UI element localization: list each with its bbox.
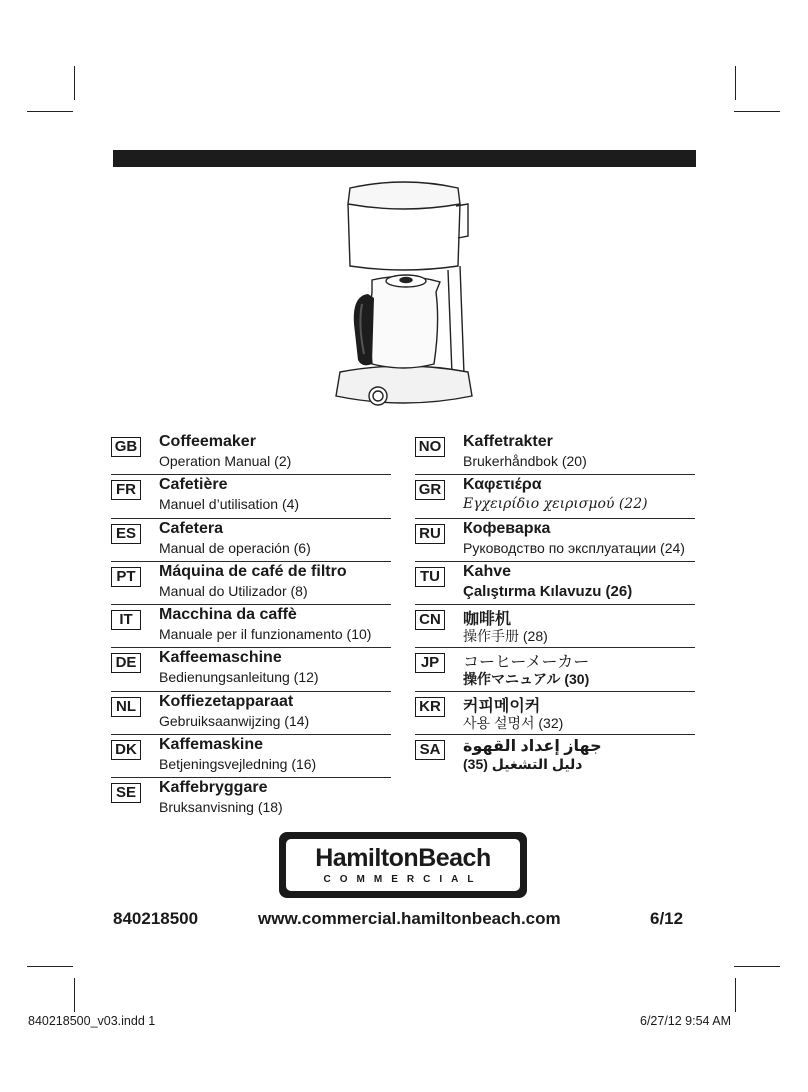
language-entry-de xyxy=(111,648,391,691)
language-code: NO xyxy=(415,437,445,457)
brand-logo xyxy=(279,832,527,898)
website-url: www.commercial.hamiltonbeach.com xyxy=(258,909,561,928)
crop-mark xyxy=(735,66,736,100)
language-entry-gr xyxy=(415,475,695,518)
language-title: Macchina da caffè xyxy=(159,606,297,624)
language-subtitle: 操作手册 (28) xyxy=(463,628,548,645)
language-code: FR xyxy=(111,480,141,500)
crop-mark xyxy=(734,966,780,967)
language-code: ES xyxy=(111,524,141,544)
part-number: 840218500 xyxy=(113,909,199,928)
language-title: Coffeemaker xyxy=(159,433,256,450)
language-entry-es xyxy=(111,519,391,562)
language-entry-it xyxy=(111,605,391,648)
timestamp-slug: 6/27/12 9:54 AM xyxy=(640,1014,732,1028)
language-code: RU xyxy=(415,524,445,544)
crop-mark xyxy=(27,111,73,112)
language-subtitle: Çalıştırma Kılavuzu (26) xyxy=(463,582,633,600)
language-entry-no xyxy=(415,432,695,475)
language-entry-gb xyxy=(111,432,391,475)
language-entry-nl xyxy=(111,692,391,735)
language-entry-ru xyxy=(415,519,695,562)
language-entry-se xyxy=(111,778,391,821)
language-code: TU xyxy=(415,567,445,587)
language-subtitle: Operation Manual (2) xyxy=(159,453,292,469)
language-entry-sa xyxy=(415,735,695,778)
crop-mark xyxy=(735,978,736,1012)
language-title: Koffiezetapparaat xyxy=(159,692,294,710)
language-title: Kaffebryggare xyxy=(159,779,268,797)
brand-subtitle: COMMERCIAL xyxy=(323,874,483,885)
language-code: DK xyxy=(111,740,141,760)
coffeemaker-illustration xyxy=(328,174,480,420)
language-code: KR xyxy=(415,697,445,717)
language-list-right xyxy=(415,432,695,778)
language-subtitle: دليل التشغيل (35) xyxy=(463,756,583,773)
language-title: Kaffeemaschine xyxy=(159,649,282,667)
crop-mark xyxy=(734,111,780,112)
language-entry-tu xyxy=(415,562,695,605)
language-subtitle: Εγχειρίδιο χειρισμού (22) xyxy=(463,496,648,513)
language-title: コーヒーメーカー xyxy=(463,654,590,672)
language-title: Kaffemaskine xyxy=(159,736,264,754)
language-entry-pt xyxy=(111,562,391,605)
language-subtitle: Bruksanvisning (18) xyxy=(159,799,283,816)
language-title: 咖啡机 xyxy=(463,611,512,629)
language-code: SA xyxy=(415,740,445,760)
language-subtitle: 操作マニュアル (30) xyxy=(463,671,590,688)
print-date: 6/12 xyxy=(650,909,684,928)
file-slug: 840218500_v03.indd 1 xyxy=(28,1014,156,1028)
language-code: GR xyxy=(415,480,445,500)
language-title: 커피메이커 xyxy=(463,697,541,715)
language-subtitle: Brukerhåndbok (20) xyxy=(463,453,587,469)
language-title: Kahve xyxy=(463,562,512,580)
language-subtitle: Manual do Utilizador (8) xyxy=(159,582,308,599)
language-code: SE xyxy=(111,783,141,803)
language-entry-jp xyxy=(415,648,695,691)
language-title: Cafetière xyxy=(159,476,228,494)
language-code: CN xyxy=(415,610,445,630)
language-entry-kr xyxy=(415,692,695,735)
language-code: IT xyxy=(111,610,141,630)
language-subtitle: Manual de operación (6) xyxy=(159,539,311,556)
language-title: Cafetera xyxy=(159,519,224,537)
brand-name: HamiltonBeach xyxy=(315,844,491,872)
language-title: Кофеварка xyxy=(463,519,551,537)
language-code: PT xyxy=(111,567,141,587)
language-subtitle: Manuel d’utilisation (4) xyxy=(159,496,300,513)
language-title: Καφετιέρα xyxy=(463,476,542,494)
language-code: NL xyxy=(111,697,141,717)
language-entry-fr xyxy=(111,475,391,518)
language-code: DE xyxy=(111,653,141,673)
language-title: Máquina de café de filtro xyxy=(159,562,347,580)
language-subtitle: Gebruiksaanwijzing (14) xyxy=(159,712,310,729)
language-subtitle: 사용 설명서 (32) xyxy=(463,714,564,731)
language-entry-cn xyxy=(415,605,695,648)
language-code: JP xyxy=(415,653,445,673)
language-subtitle: Bedienungsanleitung (12) xyxy=(159,669,319,686)
header-bar xyxy=(113,150,696,167)
language-entry-dk xyxy=(111,735,391,778)
language-subtitle: Betjeningsvejledning (16) xyxy=(159,756,317,773)
language-subtitle: Руководство по эксплуатации (24) xyxy=(463,539,685,556)
crop-mark xyxy=(74,66,75,100)
crop-mark xyxy=(27,966,73,967)
language-title: جهاز إعداد القهوة xyxy=(463,738,602,756)
brand-logo-inner xyxy=(286,839,520,891)
language-subtitle: Manuale per il funzionamento (10) xyxy=(159,626,372,643)
language-title: Kaffetrakter xyxy=(463,433,553,450)
crop-mark xyxy=(74,978,75,1012)
language-code: GB xyxy=(111,437,141,457)
language-list-left xyxy=(111,432,391,822)
